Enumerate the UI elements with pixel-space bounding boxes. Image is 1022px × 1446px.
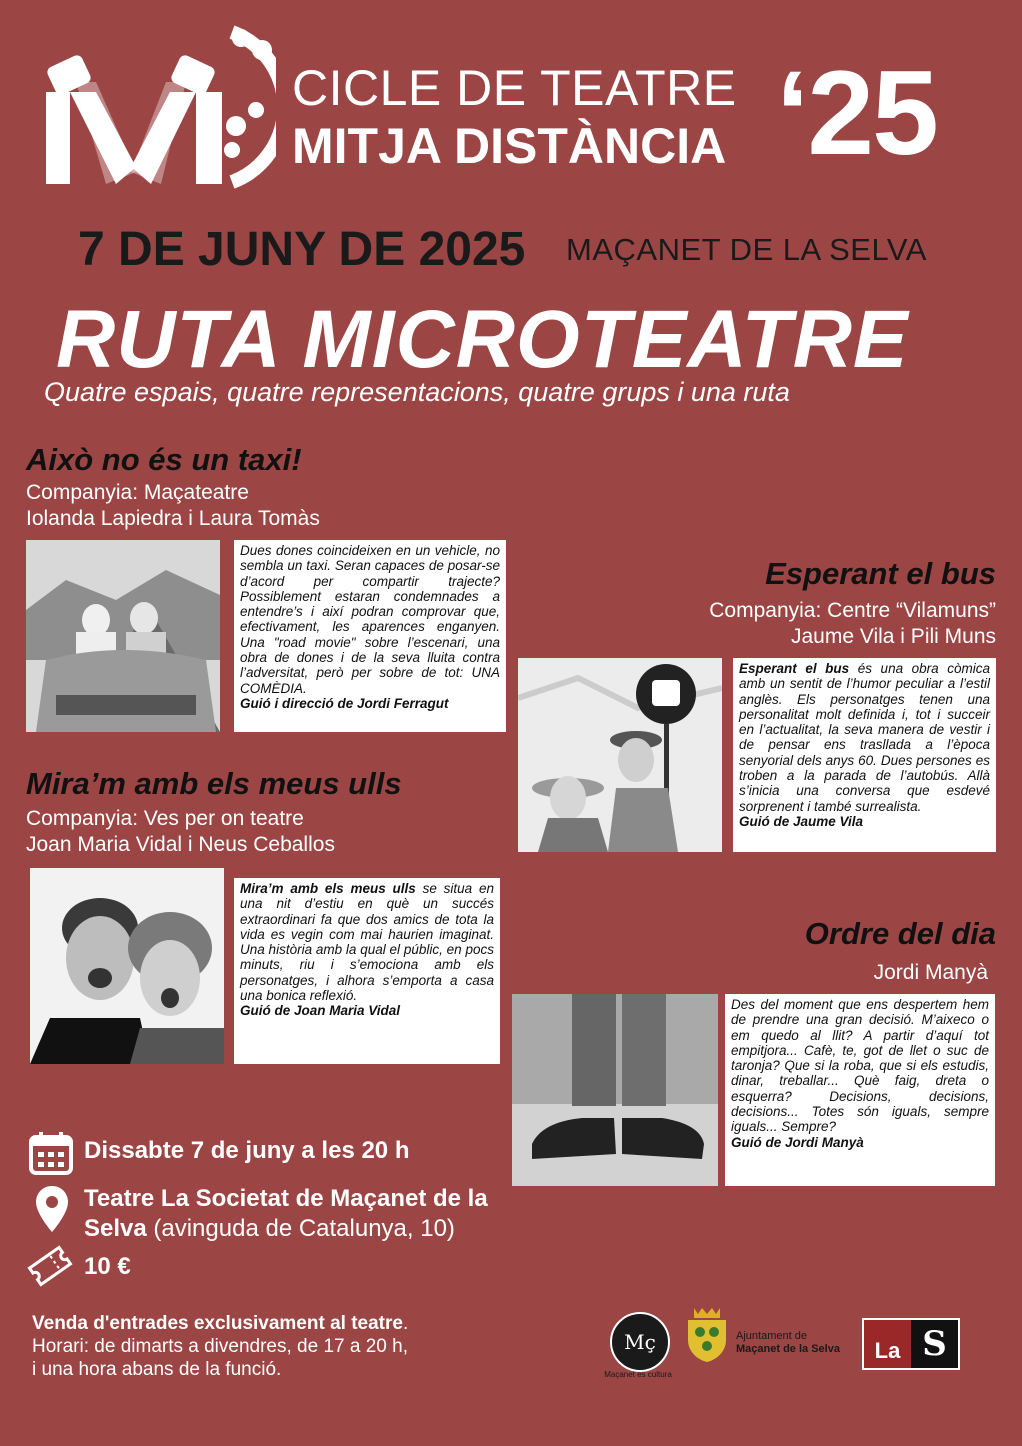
page-title: RUTA MICROTEATRE [56,294,909,385]
play-3-description: Mira’m amb els meus ulls se situa en una nit d’estiu en què un succés extraordinari fa que dos amics de tota la vida es vegin com mai haurien imaginat. Una història amb la qual el públic, en pocs minuts, riu i s’emociona amb els personatges, i alhora s’emporta a casa una bonica reflexió. Guió de Joan Maria Vidal [234,878,500,1064]
cycle-line-2: MITJA DISTÀNCIA [292,118,727,174]
play-4-name: Ordre del dia [804,916,996,951]
ajuntament-name: Ajuntament de Maçanet de la Selva [736,1330,840,1355]
event-when: Dissabte 7 de juny a les 20 h [84,1137,410,1164]
event-place: MAÇANET DE LA SELVA [566,232,927,267]
event-price: 10 € [84,1253,131,1280]
festival-logo [36,22,276,192]
play-2-name: Esperant el bus [765,556,996,591]
ticket-sales-info: Venda d'entrades exclusivament al teatre. Horari: de dimarts a divendres, de 17 a 20 h, i una hora abans de la funció. [32,1313,409,1380]
play-3-cast: Joan Maria Vidal i Neus Ceballos [26,833,335,856]
play-4-credit: Guió de Jordi Manyà [731,1134,864,1150]
page-subtitle: Quatre espais, quatre representacions, quatre grups i una ruta [44,377,790,407]
play-2-description: Esperant el bus és una obra còmica amb un sentit de l’humor peculiar a l’estil anglès. Els personatges tenen una personalitat molt definida i, tot i succeir en l’actualitat, la seva manera de vestir i de pensar ens trasllada a l’època senyorial dels anys 60. Dues persones es troben a la parada de l’autobús. Allà s’inicia una conversa que esdevé sorprenent i també surrealista. Guió de Jaume Vila [733,658,996,852]
ajuntament-shield-icon [684,1304,730,1364]
event-venue: Teatre La Societat de Maçanet de la Selva (avinguda de Catalunya, 10) [84,1185,488,1242]
play-1-photo [26,540,220,732]
location-pin-icon [34,1184,70,1234]
play-4-photo [512,994,718,1186]
cycle-year: ‘25 [776,46,937,180]
macanet-cultura-caption: Maçanet es cultura [604,1370,672,1379]
play-2-credit: Guió de Jaume Vila [739,813,864,829]
ticket-icon [26,1244,74,1288]
play-1-description: Dues dones coincideixen en un vehicle, no sembla un taxi. Seran capaces de posar-se d’acord per compartir trajecte? Possiblement estaran condemnades a entendre’s i així podran comprovar que, efectivament, les aparences enganyen. Una "road movie" sobre l’escenari, una obra de dones i de la seva lluita contra l’adversitat, però per sobre de tot: UNA COMÈDIA. Guió i direcció de Jordi Ferragut [234,540,506,732]
play-3-company: Companyia: Ves per on teatre [26,807,304,830]
calendar-icon [28,1130,74,1176]
macanet-cultura-logo: Mç [610,1312,670,1372]
play-1-company: Companyia: Maçateatre [26,481,249,504]
cycle-line-1: CICLE DE TEATRE [292,60,737,116]
play-3-name: Mira’m amb els meus ulls [26,766,402,801]
play-2-company: Companyia: Centre “Vilamuns” [709,599,996,622]
la-societat-logo: La S [862,1318,960,1370]
play-1-cast: Iolanda Lapiedra i Laura Tomàs [26,507,320,530]
play-2-cast: Jaume Vila i Pili Muns [790,625,996,648]
event-date: 7 DE JUNY DE 2025 [78,223,526,276]
play-1-credit: Guió i direcció de Jordi Ferragut [240,695,449,711]
play-1-name: Això no és un taxi! [26,442,302,477]
play-3-credit: Guió de Joan Maria Vidal [240,1003,401,1019]
play-2-photo [518,658,722,852]
play-4-description: Des del moment que ens despertem hem de prendre una gran decisió. M’aixeco o em quedo al llit? A partir d’aquí tot empitjora... Cafè, te, got de llet o suc de taronja? Que si la roba, que si els estudis, dinar, treballar... Què faig, dreta o esquerra? Decisions, decisions, decisions... Totes són iguals, sempre iguals... Sempre? Guió de Jordi Manyà [725,994,995,1186]
play-4-cast: Jordi Manyà [873,961,988,984]
play-3-photo [30,868,224,1064]
